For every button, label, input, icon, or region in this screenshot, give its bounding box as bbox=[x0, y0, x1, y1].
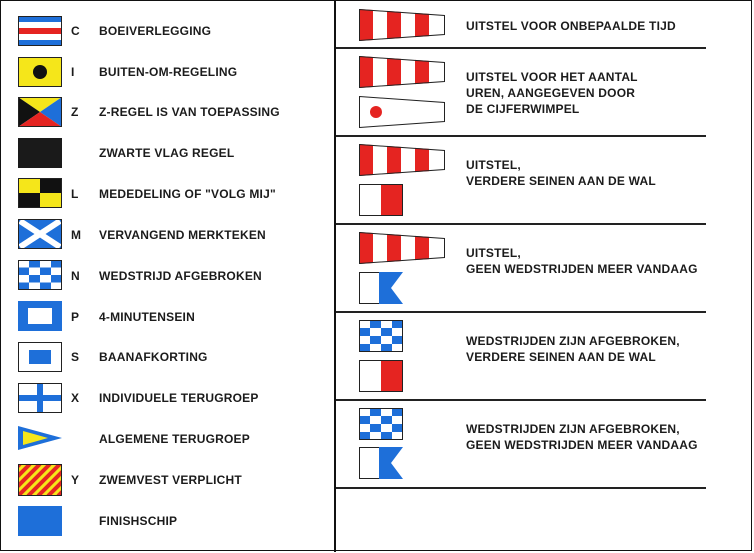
signal-description bbox=[466, 18, 676, 34]
flag-a-icon bbox=[359, 447, 403, 479]
signal-letter: L bbox=[71, 187, 79, 201]
signal-label: Z-REGEL IS VAN TOEPASSING bbox=[99, 105, 280, 119]
flag-s-icon bbox=[18, 342, 62, 372]
flag-h-icon bbox=[359, 360, 403, 392]
row-divider bbox=[336, 399, 706, 401]
signal-letter: S bbox=[71, 350, 80, 364]
flag-c-icon bbox=[18, 16, 62, 46]
signal-letter: Y bbox=[71, 473, 80, 487]
signal-letter: X bbox=[71, 391, 80, 405]
signal-letter: M bbox=[71, 228, 81, 242]
flag-h-icon bbox=[359, 184, 403, 216]
description-line: GEEN WEDSTRIJDEN MEER VANDAAG bbox=[466, 262, 698, 276]
signal-description bbox=[466, 245, 698, 277]
signal-label: INDIVIDUELE TERUGROEP bbox=[99, 391, 259, 405]
row-divider bbox=[336, 223, 706, 225]
flag-x-icon bbox=[18, 383, 62, 413]
signal-letter: C bbox=[71, 24, 80, 38]
flag-n-icon bbox=[18, 260, 62, 290]
flag-a-icon bbox=[359, 272, 403, 304]
signal-label: MEDEDELING OF "VOLG MIJ" bbox=[99, 187, 276, 201]
signal-label: ZWEMVEST VERPLICHT bbox=[99, 473, 242, 487]
signal-label: 4-MINUTENSEIN bbox=[99, 310, 195, 324]
signal-label: FINISHSCHIP bbox=[99, 514, 178, 528]
description-line: WEDSTRIJDEN ZIJN AFGEBROKEN, bbox=[466, 422, 680, 436]
column-divider bbox=[334, 1, 336, 552]
signal-description bbox=[466, 157, 656, 189]
signal-letter: P bbox=[71, 310, 80, 324]
description-line: UITSTEL, bbox=[466, 246, 521, 260]
description-line: VERDERE SEINEN AAN DE WAL bbox=[466, 174, 656, 188]
flag-z-icon bbox=[18, 97, 62, 127]
description-line: UITSTEL, bbox=[466, 158, 521, 172]
signal-letter: I bbox=[71, 65, 75, 79]
numeral-pennant-icon bbox=[359, 96, 445, 128]
description-line: UITSTEL VOOR HET AANTAL bbox=[466, 70, 638, 84]
flag-p-icon bbox=[18, 301, 62, 331]
answering-pennant-icon bbox=[359, 9, 445, 41]
signal-label: BUITEN-OM-REGELING bbox=[99, 65, 238, 79]
description-line: UREN, AANGEGEVEN DOOR bbox=[466, 86, 636, 100]
flag-y-icon bbox=[18, 464, 62, 496]
signal-label: ZWARTE VLAG REGEL bbox=[99, 146, 235, 160]
signal-description bbox=[466, 333, 680, 365]
row-divider bbox=[336, 135, 706, 137]
signal-label: ALGEMENE TERUGROEP bbox=[99, 432, 250, 446]
signal-label: BOEIVERLEGGING bbox=[99, 24, 212, 38]
flag-n-icon bbox=[359, 320, 403, 352]
signal-description bbox=[466, 421, 698, 453]
signal-label: WEDSTRIJD AFGEBROKEN bbox=[99, 269, 262, 283]
first-substitute-icon bbox=[18, 423, 62, 453]
signal-label: VERVANGEND MERKTEKEN bbox=[99, 228, 266, 242]
row-divider bbox=[336, 47, 706, 49]
flag-m-icon bbox=[18, 219, 62, 249]
answering-pennant-icon bbox=[359, 232, 445, 264]
signal-letter: Z bbox=[71, 105, 79, 119]
answering-pennant-icon bbox=[359, 144, 445, 176]
blue-flag-icon bbox=[18, 506, 62, 536]
answering-pennant-icon bbox=[359, 56, 445, 88]
description-line: GEEN WEDSTRIJDEN MEER VANDAAG bbox=[466, 438, 698, 452]
signal-letter: N bbox=[71, 269, 80, 283]
row-divider bbox=[336, 487, 706, 489]
signal-label: BAANAFKORTING bbox=[99, 350, 208, 364]
flag-i-icon bbox=[18, 57, 62, 87]
description-line: VERDERE SEINEN AAN DE WAL bbox=[466, 350, 656, 364]
signal-description bbox=[466, 69, 638, 117]
flag-n-icon bbox=[359, 408, 403, 440]
black-flag-icon bbox=[18, 138, 62, 168]
description-line: DE CIJFERWIMPEL bbox=[466, 102, 580, 116]
description-line: WEDSTRIJDEN ZIJN AFGEBROKEN, bbox=[466, 334, 680, 348]
row-divider bbox=[336, 311, 706, 313]
flag-l-icon bbox=[18, 178, 62, 208]
description-line: UITSTEL VOOR ONBEPAALDE TIJD bbox=[466, 19, 676, 33]
